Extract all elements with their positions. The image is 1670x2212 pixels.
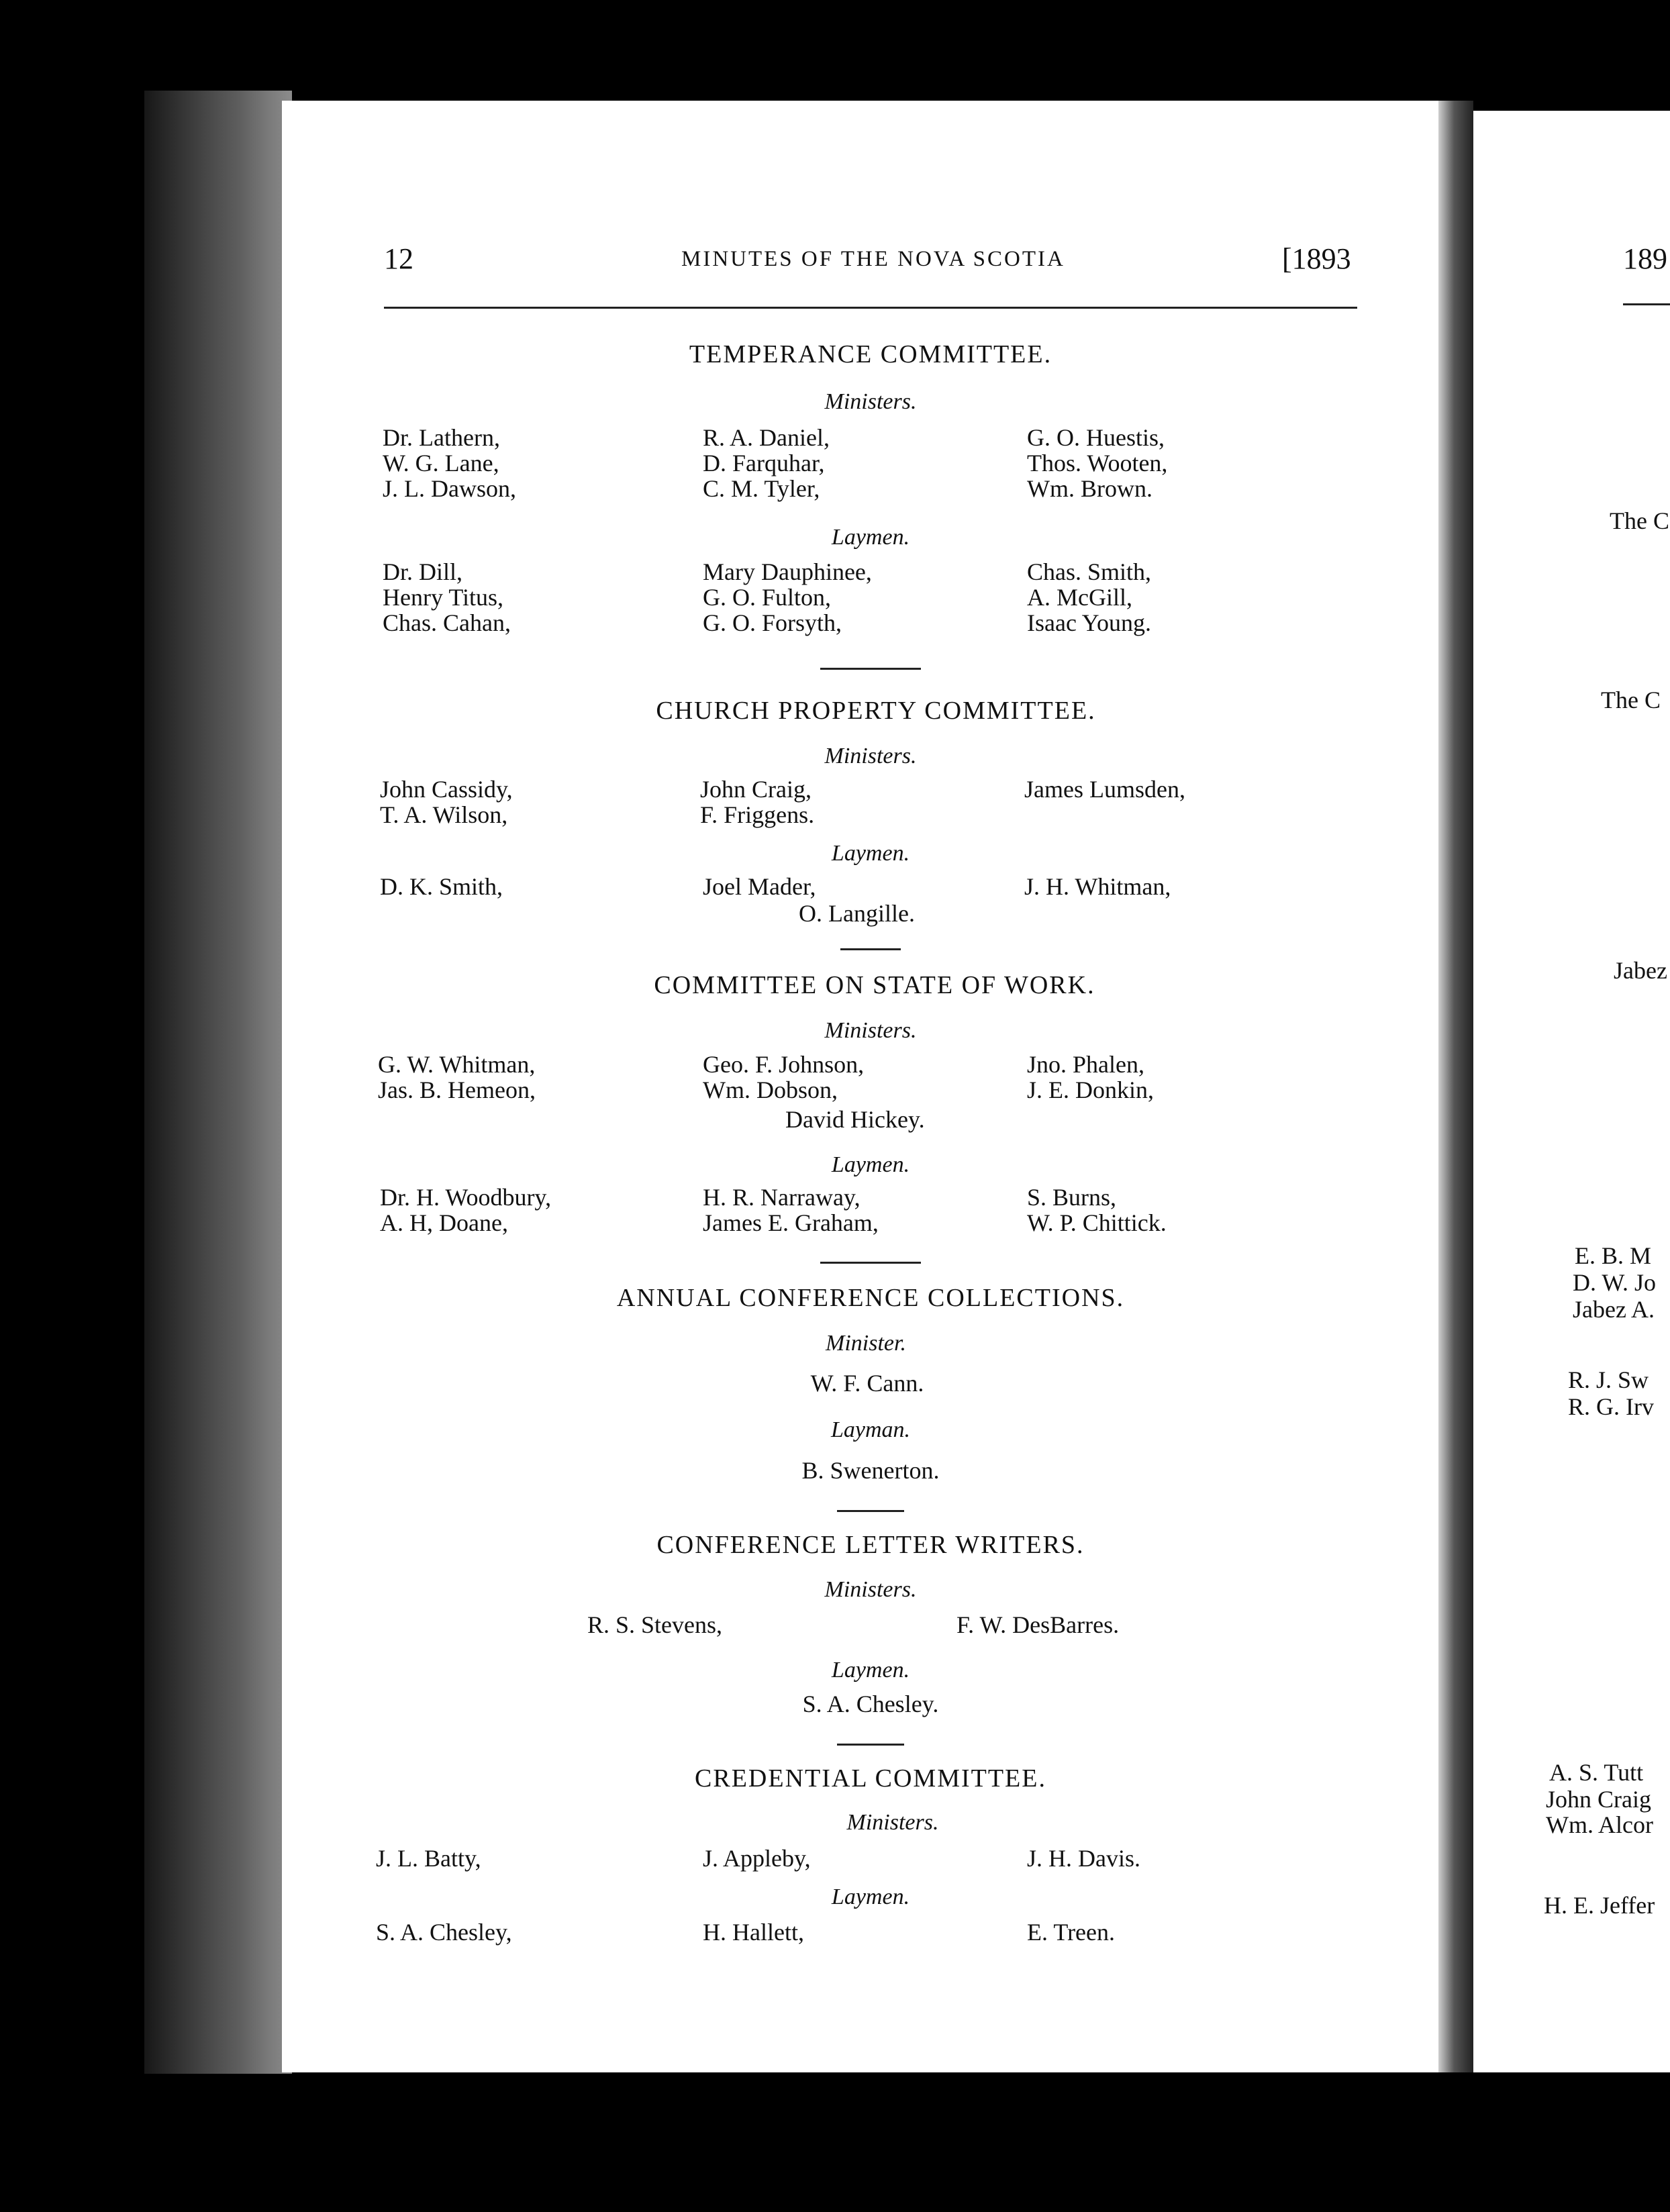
- name-entry: B. Swenerton.: [801, 1457, 940, 1484]
- state-of-work-ministers-col2: [703, 1052, 864, 1103]
- name-entry: G. W. Whitman,: [378, 1051, 536, 1078]
- name-entry: H. Hallett,: [703, 1919, 804, 1946]
- name-entry: Dr. Lathern,: [383, 424, 500, 451]
- name-entry: F. Friggens.: [700, 801, 815, 828]
- section-title-credential: CREDENTIAL COMMITTEE.: [695, 1764, 1046, 1793]
- name-entry: Henry Titus,: [383, 584, 504, 611]
- section-divider: [837, 1510, 904, 1512]
- right-page-line: The C: [1610, 507, 1669, 534]
- name-entry: Mary Dauphinee,: [703, 558, 872, 585]
- name-entry: Dr. H. Woodbury,: [380, 1184, 552, 1211]
- book-gutter: [1438, 101, 1473, 2072]
- right-page-line: D. W. Jo: [1573, 1269, 1657, 1296]
- church-property-ministers-col1: [380, 776, 513, 827]
- ministers-label: Ministers.: [846, 1810, 939, 1835]
- name-entry: Jas. B. Hemeon,: [378, 1076, 536, 1103]
- name-entry: D. Farquhar,: [703, 450, 825, 476]
- name-entry: T. A. Wilson,: [380, 801, 508, 828]
- name-entry: J. H. Davis.: [1027, 1845, 1140, 1872]
- name-entry: John Cassidy,: [380, 776, 513, 803]
- right-page-line: Wm. Alcor: [1546, 1811, 1653, 1838]
- state-of-work-laymen-col1: [380, 1185, 551, 1236]
- state-of-work-ministers-col1: [378, 1052, 536, 1103]
- ministers-label: Ministers.: [824, 1018, 917, 1043]
- right-page-line: Jabez A.: [1573, 1296, 1655, 1323]
- name-entry: A. McGill,: [1027, 584, 1132, 611]
- name-entry: Dr. Dill,: [383, 558, 463, 585]
- temperance-laymen-col1: [383, 559, 511, 636]
- name-entry: E. Treen.: [1027, 1919, 1116, 1946]
- right-page-line: R. J. Sw: [1568, 1366, 1649, 1393]
- right-page-line: R. G. Irv: [1568, 1393, 1654, 1420]
- church-property-ministers-col2: [700, 776, 814, 827]
- name-entry: R. A. Daniel,: [703, 424, 830, 451]
- name-entry: Chas. Smith,: [1027, 558, 1152, 585]
- laymen-label: Laymen.: [831, 1152, 910, 1177]
- church-property-laymen-col3: [1024, 874, 1171, 899]
- right-page-line: John Craig: [1546, 1786, 1651, 1813]
- name-entry: D. K. Smith,: [380, 873, 503, 900]
- section-divider: [820, 1262, 921, 1264]
- church-property-laymen-col2: [703, 874, 816, 899]
- right-page-line: E. B. M: [1575, 1242, 1652, 1269]
- name-entry: W. G. Lane,: [383, 450, 499, 476]
- temperance-laymen-col3: [1027, 559, 1151, 636]
- name-entry: W. P. Chittick.: [1027, 1209, 1167, 1236]
- laymen-label: Laymen.: [831, 1658, 910, 1682]
- state-of-work-laymen-col2: [703, 1185, 879, 1236]
- name-entry: J. Appleby,: [703, 1845, 811, 1872]
- section-title-temperance: TEMPERANCE COMMITTEE.: [689, 340, 1052, 368]
- laymen-label: Laymen.: [831, 1884, 910, 1909]
- name-entry: G. O. Fulton,: [703, 584, 832, 611]
- section-divider: [820, 668, 921, 670]
- name-entry: O. Langille.: [799, 900, 915, 927]
- name-entry: J. E. Donkin,: [1027, 1076, 1154, 1103]
- name-entry: James Lumsden,: [1024, 776, 1185, 803]
- name-entry: Jno. Phalen,: [1027, 1051, 1144, 1078]
- section-title-letter-writers: CONFERENCE LETTER WRITERS.: [656, 1531, 1085, 1559]
- name-entry: A. H, Doane,: [380, 1209, 508, 1236]
- ministers-label: Ministers.: [824, 389, 917, 414]
- laymen-label: Laymen.: [831, 841, 910, 866]
- page-number: 12: [384, 242, 413, 275]
- right-page-line: H. E. Jeffer: [1544, 1892, 1655, 1919]
- name-entry: John Craig,: [700, 776, 812, 803]
- right-page-year: 189: [1623, 242, 1667, 275]
- right-page-line: Jabez: [1614, 957, 1667, 984]
- name-entry: S. Burns,: [1027, 1184, 1117, 1211]
- name-entry: Wm. Brown.: [1027, 475, 1152, 502]
- name-entry: W. F. Cann.: [810, 1370, 924, 1397]
- name-entry: S. A. Chesley.: [802, 1691, 939, 1717]
- name-entry: S. A. Chesley,: [376, 1919, 512, 1946]
- name-entry: C. M. Tyler,: [703, 475, 820, 502]
- name-entry: F. W. DesBarres.: [956, 1611, 1120, 1638]
- name-entry: Isaac Young.: [1027, 609, 1151, 636]
- section-divider: [837, 1744, 904, 1746]
- name-entry: J. L. Dawson,: [383, 475, 516, 502]
- ministers-label: Ministers.: [824, 1577, 917, 1602]
- ministers-label: Ministers.: [824, 744, 917, 768]
- section-title-collections: ANNUAL CONFERENCE COLLECTIONS.: [616, 1284, 1125, 1312]
- church-property-laymen-col1: [380, 874, 503, 899]
- name-entry: James E. Graham,: [703, 1209, 879, 1236]
- right-page-line: A. S. Tutt: [1549, 1759, 1644, 1786]
- right-page-line: The C: [1601, 687, 1661, 713]
- section-title-church-property: CHURCH PROPERTY COMMITTEE.: [656, 697, 1096, 725]
- book-page-edges: [144, 91, 292, 2074]
- name-entry: J. L. Batty,: [376, 1845, 481, 1872]
- section-divider: [840, 948, 901, 950]
- temperance-ministers-col2: [703, 425, 830, 501]
- temperance-ministers-col3: [1027, 425, 1167, 501]
- temperance-ministers-col1: [383, 425, 516, 501]
- right-header-rule: [1623, 303, 1670, 305]
- name-entry: J. H. Whitman,: [1024, 873, 1171, 900]
- name-entry: G. O. Huestis,: [1027, 424, 1165, 451]
- name-entry: Thos. Wooten,: [1027, 450, 1168, 476]
- name-entry: Chas. Cahan,: [383, 609, 511, 636]
- minister-label: Minister.: [826, 1331, 906, 1356]
- name-entry: Joel Mader,: [703, 873, 816, 900]
- header-year: [1893: [1282, 242, 1351, 275]
- laymen-label: Laymen.: [831, 525, 910, 550]
- layman-label: Layman.: [830, 1417, 911, 1442]
- state-of-work-ministers-col3: [1027, 1052, 1154, 1103]
- name-entry: David Hickey.: [785, 1106, 925, 1133]
- church-property-ministers-col3: [1024, 776, 1185, 802]
- name-entry: H. R. Narraway,: [703, 1184, 861, 1211]
- name-entry: R. S. Stevens,: [587, 1611, 723, 1638]
- name-entry: Geo. F. Johnson,: [703, 1051, 865, 1078]
- state-of-work-laymen-col3: [1027, 1185, 1167, 1236]
- running-head: MINUTES OF THE NOVA SCOTIA: [681, 247, 1065, 271]
- name-entry: G. O. Forsyth,: [703, 609, 842, 636]
- temperance-laymen-col2: [703, 559, 872, 636]
- name-entry: Wm. Dobson,: [703, 1076, 838, 1103]
- section-title-state-of-work: COMMITTEE ON STATE OF WORK.: [654, 971, 1095, 999]
- header-rule: [384, 307, 1357, 309]
